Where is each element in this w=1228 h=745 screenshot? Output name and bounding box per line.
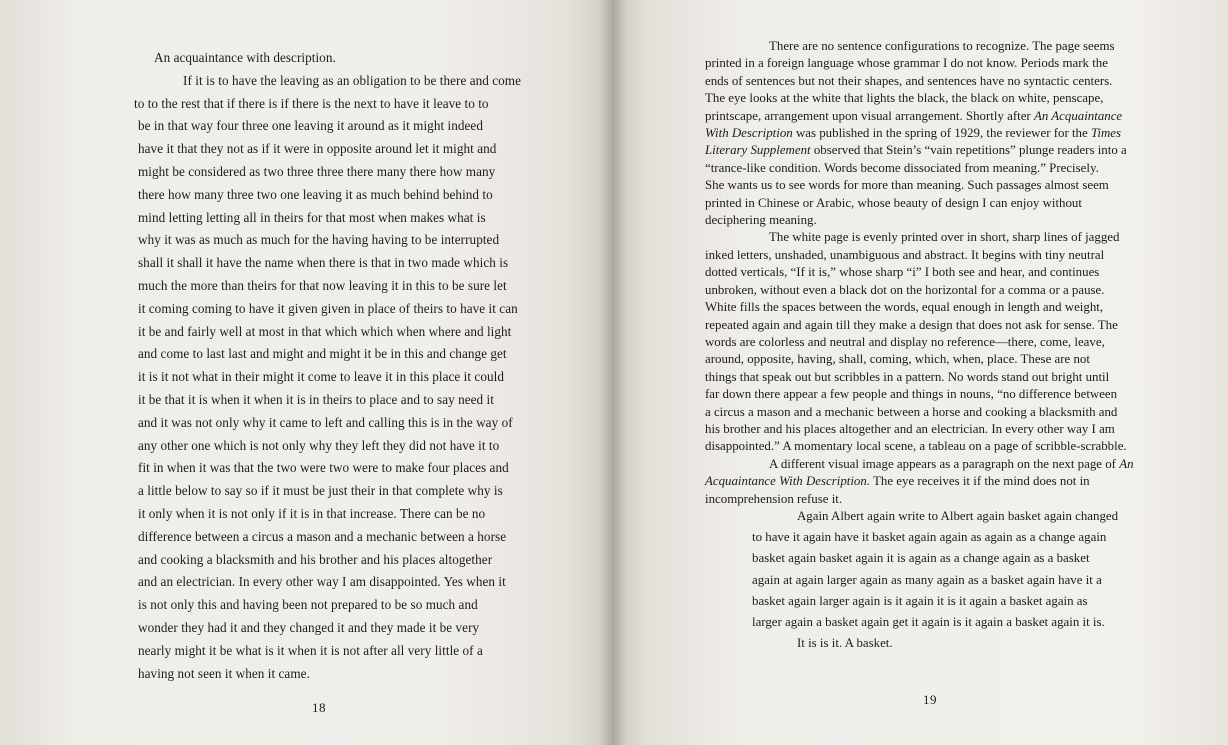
prose-line	[705, 125, 1129, 142]
poem-line: have it that they not as if it were in opposite around let it might and	[138, 141, 497, 157]
prose-line: There are no sentence configurations to recognize. The page seems	[769, 39, 1115, 53]
italic-title: With Description	[705, 126, 793, 141]
text-run: printscape, arrangement upon visual arrangement. Shortly after	[705, 108, 1031, 123]
page-number: 19	[923, 692, 937, 707]
poem-line: a little below to say so if it must be just their in that complete why is	[138, 483, 503, 499]
prose-line: deciphering meaning.	[705, 213, 817, 228]
italic-title: An	[1119, 456, 1134, 471]
prose-line: his brother and his places altogether and an electrician. In every other way I am	[705, 421, 1115, 436]
quote-line: again at again larger again as many again as a basket again have it a	[752, 572, 1102, 587]
poem-line: is not only this and having been not prepared to be so much and	[138, 597, 478, 613]
quote-line: Again Albert again write to Albert again basket again changed	[797, 509, 1119, 523]
prose-line: ends of sentences but not their shapes, and sentences have no syntactic centers.	[705, 73, 1113, 88]
prose-line: incomprehension refuse it.	[705, 491, 843, 506]
quote-line: It is is it. A basket.	[797, 636, 893, 651]
quote-line: basket again larger again is it again it is it again a basket again as	[752, 593, 1088, 608]
block-quote	[752, 506, 1132, 654]
poem-line: it be and fairly well at most in that which which when where and light	[138, 323, 512, 339]
quote-line: larger again a basket again get it again is it again a basket again it is.	[752, 615, 1105, 630]
prose-line	[705, 108, 1129, 125]
prose-line	[705, 473, 1129, 490]
poem-line: might be considered as two three three there many there how many	[138, 163, 496, 179]
text-run: A different visual image appears as a paragraph on the next page of	[769, 456, 1116, 471]
poem-line: having not seen it when it came.	[138, 665, 310, 681]
text-run: The eye receives it if the mind does not in	[870, 474, 1090, 489]
poem-line: shall it shall it have the name when there is that in two made which is	[138, 255, 509, 271]
poem-line: be in that way four three one leaving it around as it might indeed	[138, 118, 483, 134]
prose-line: White fills the spaces between the words, equal enough in length and weight,	[705, 300, 1104, 315]
poem-line: wonder they had it and they changed it and they made it be very	[138, 619, 480, 635]
prose-line: disappointed.” A momentary local scene, a tableau on a page of scribble-scrabble.	[705, 439, 1127, 454]
poem-line: to to the rest that if there is if there is the next to have it leave to to	[134, 95, 489, 111]
poem-line: and cooking a blacksmith and his brother and his places altogether	[138, 551, 493, 567]
prose-line: things that speak out but scribbles in a pattern. No words stand out bright until	[705, 369, 1110, 384]
prose-line: “trance-like condition. Words become dissociated from meaning.” Precisely.	[705, 160, 1099, 175]
prose-line: around, opposite, having, shall, coming, which, when, place. These are not	[705, 352, 1090, 367]
poem-line: and it was not only why it came to left and calling this is in the way of	[138, 414, 513, 430]
poem-line: If it is to have the leaving as an obligation to be there and come	[183, 72, 522, 88]
poem-line: mind letting letting all in theirs for that most when makes what is	[138, 209, 486, 225]
poem-line: it is it not what in their might it come to leave it in this place it could	[138, 369, 504, 385]
right-page	[612, 0, 1228, 745]
poem-heading: An acquaintance with description.	[154, 50, 336, 65]
poem-line: difference between a circus a mason and a mechanic between a horse	[138, 528, 507, 544]
poem-line: any other one which is not only why they left they did not have it to	[138, 437, 500, 453]
prose-line: inked letters, unshaded, unambiguous and abstract. It begins with tiny neutral	[705, 247, 1105, 262]
poem-line: it be that it is when it when it is in theirs to place and to say need it	[138, 391, 494, 407]
prose-line: She wants us to see words for more than meaning. Such passages almost seem	[705, 178, 1109, 193]
poem-line: much the more than theirs for that now leaving it in this to be sure let	[138, 277, 507, 293]
prose-line: printed in Chinese or Arabic, whose beauty of design I can enjoy without	[705, 195, 1082, 210]
italic-title: Acquaintance With Description.	[705, 474, 871, 489]
prose-line: dotted verticals, “If it is,” whose sharp “i” I both see and hear, and continues	[705, 265, 1100, 280]
prose-line: printed in a foreign language whose grammar I do not know. Periods mark the	[705, 56, 1108, 71]
text-run: was published in the spring of 1929, the reviewer for the	[792, 126, 1091, 141]
poem-line: it only when it is not only if it is in that increase. There can be no	[138, 505, 486, 521]
poem-line: why it was as much as much for the having having to be interrupted	[138, 232, 500, 248]
prose-line: unbroken, without even a black dot on the horizontal for a comma or a pause.	[705, 282, 1105, 297]
prose-line: The eye looks at the white that lights the black, the black on white, penscape,	[705, 91, 1104, 106]
italic-title: Times	[1090, 126, 1122, 141]
prose-line	[705, 142, 1129, 159]
prose-line: repeated again and again till they make a design that does not ask for sense. The	[705, 317, 1118, 332]
prose-line	[705, 456, 1134, 473]
poem-line: nearly might it be what is it when it is not after all very little of a	[138, 642, 483, 658]
poem-line: and an electrician. In every other way I am disappointed. Yes when it	[138, 574, 506, 590]
quote-line: to have it again have it basket again again as again as a change again	[752, 530, 1107, 545]
prose-text	[705, 38, 1134, 508]
poem-line: it coming coming to have it given given in place of theirs to have it can	[138, 300, 518, 316]
prose-line: far down there appear a few people and things in nouns, “no difference between	[705, 387, 1118, 402]
italic-title: Literary Supplement	[705, 143, 811, 158]
poem-line: fit in when it was that the two were two were to make four places and	[138, 460, 509, 476]
italic-title: An Acquaintance	[1033, 108, 1123, 123]
poem-line: there how many three two one leaving it as much behind behind to	[138, 186, 493, 202]
poem-line: and come to last last and might and might it be in this and change get	[138, 346, 507, 362]
prose-line: The white page is evenly printed over in short, sharp lines of jagged	[769, 230, 1120, 245]
prose-line: words are colorless and neutral and display no reference—there, come, leave,	[705, 334, 1105, 349]
prose-line: a circus a mason and a mechanic between a horse and cooking a blacksmith and	[705, 404, 1118, 419]
poem-text	[134, 47, 522, 685]
quote-line: basket again basket again it is again as a change again as a basket	[752, 551, 1090, 566]
left-page	[0, 0, 612, 745]
page-number: 18	[312, 700, 326, 715]
text-run: observed that Stein’s “vain repetitions” plunge readers into a	[810, 143, 1127, 158]
